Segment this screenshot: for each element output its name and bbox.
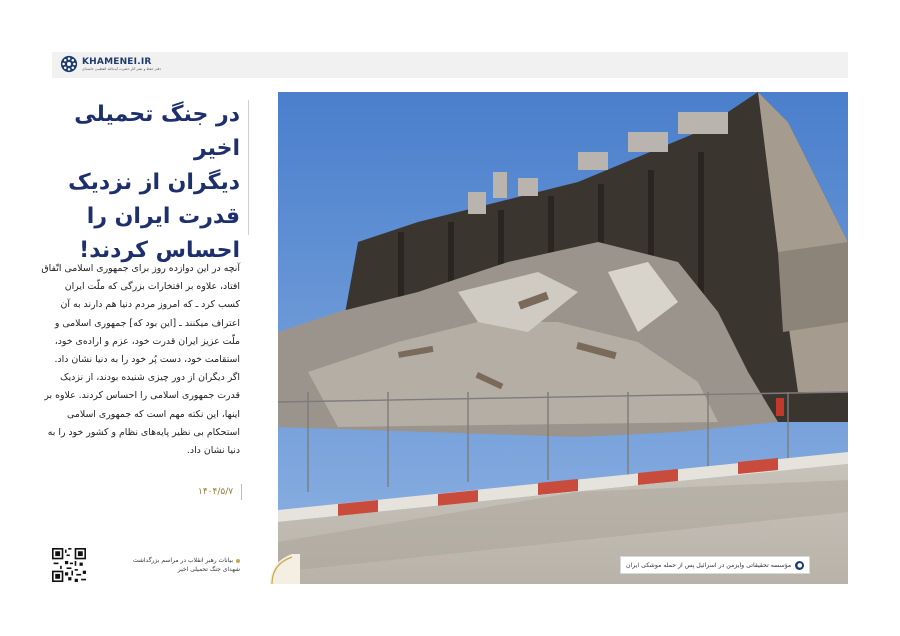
logo-emblem-icon [60, 55, 78, 73]
rubble-photo [278, 92, 848, 584]
date-block [198, 484, 242, 500]
qr-code-icon[interactable] [52, 548, 86, 582]
source-note [120, 556, 240, 574]
brand-name: KHAMENEI.IR [82, 56, 152, 67]
source-line: شهدای جنگ تحمیلی اخیر [177, 566, 240, 573]
camera-icon: ● [797, 561, 803, 569]
bullet-dot-icon [236, 559, 240, 563]
headline-line: احساس کردند! [79, 238, 240, 263]
headline-line: قدرت ایران را [86, 204, 240, 229]
source-line: بیانات رهبر انقلاب در مراسم بزرگداشت [132, 557, 233, 564]
date-divider [241, 484, 242, 500]
header-bar [52, 52, 848, 78]
quote-body: آنچه در این دوازده روز برای جمهوری اسلامی اتّفاق افتاد، علاوه بر افتخارات بزرگی که ملّت ایران کسب کرد ـ که امروز مردم دنیا هم دارند به آن اعتراف میکنند ـ [این بود که] جمهوری اسلامی و ملّت عزیز ایران قدرت خود، عزم و اراده‌ی خود، استقامت خود، دست پُر خود را به دنیا نشان داد. اگر دیگران از دور چیزی شنیده بودند، از نزدیک قدرت جمهوری اسلامی را احساس کردند. علاوه‌ بر اینها، این نکته مهم است که جمهوری اسلامی استحکام بی نظیر پایه‌های نظام و کشور خود را به دنیا نشان داد. [41, 263, 240, 457]
title-divider [248, 100, 249, 235]
photo-caption [620, 556, 810, 574]
brand-subtitle: دفتر حفظ و نشر آثار حضرت آیت‌الله العظمی خامنه‌ای [82, 66, 161, 71]
headline [30, 98, 240, 268]
corner-ornament-icon [270, 554, 300, 584]
photo-caption-text: مؤسسه تحقیقاتی وایزمن در اسرائیل پس از حمله موشکی ایران [626, 561, 792, 569]
headline-line: دیگران از نزدیک [68, 170, 240, 195]
khamenei-logo[interactable] [60, 55, 161, 73]
headline-line: در جنگ تحمیلی اخیر [74, 102, 240, 161]
date-text: ۱۴۰۴/۵/۷ [198, 487, 234, 497]
